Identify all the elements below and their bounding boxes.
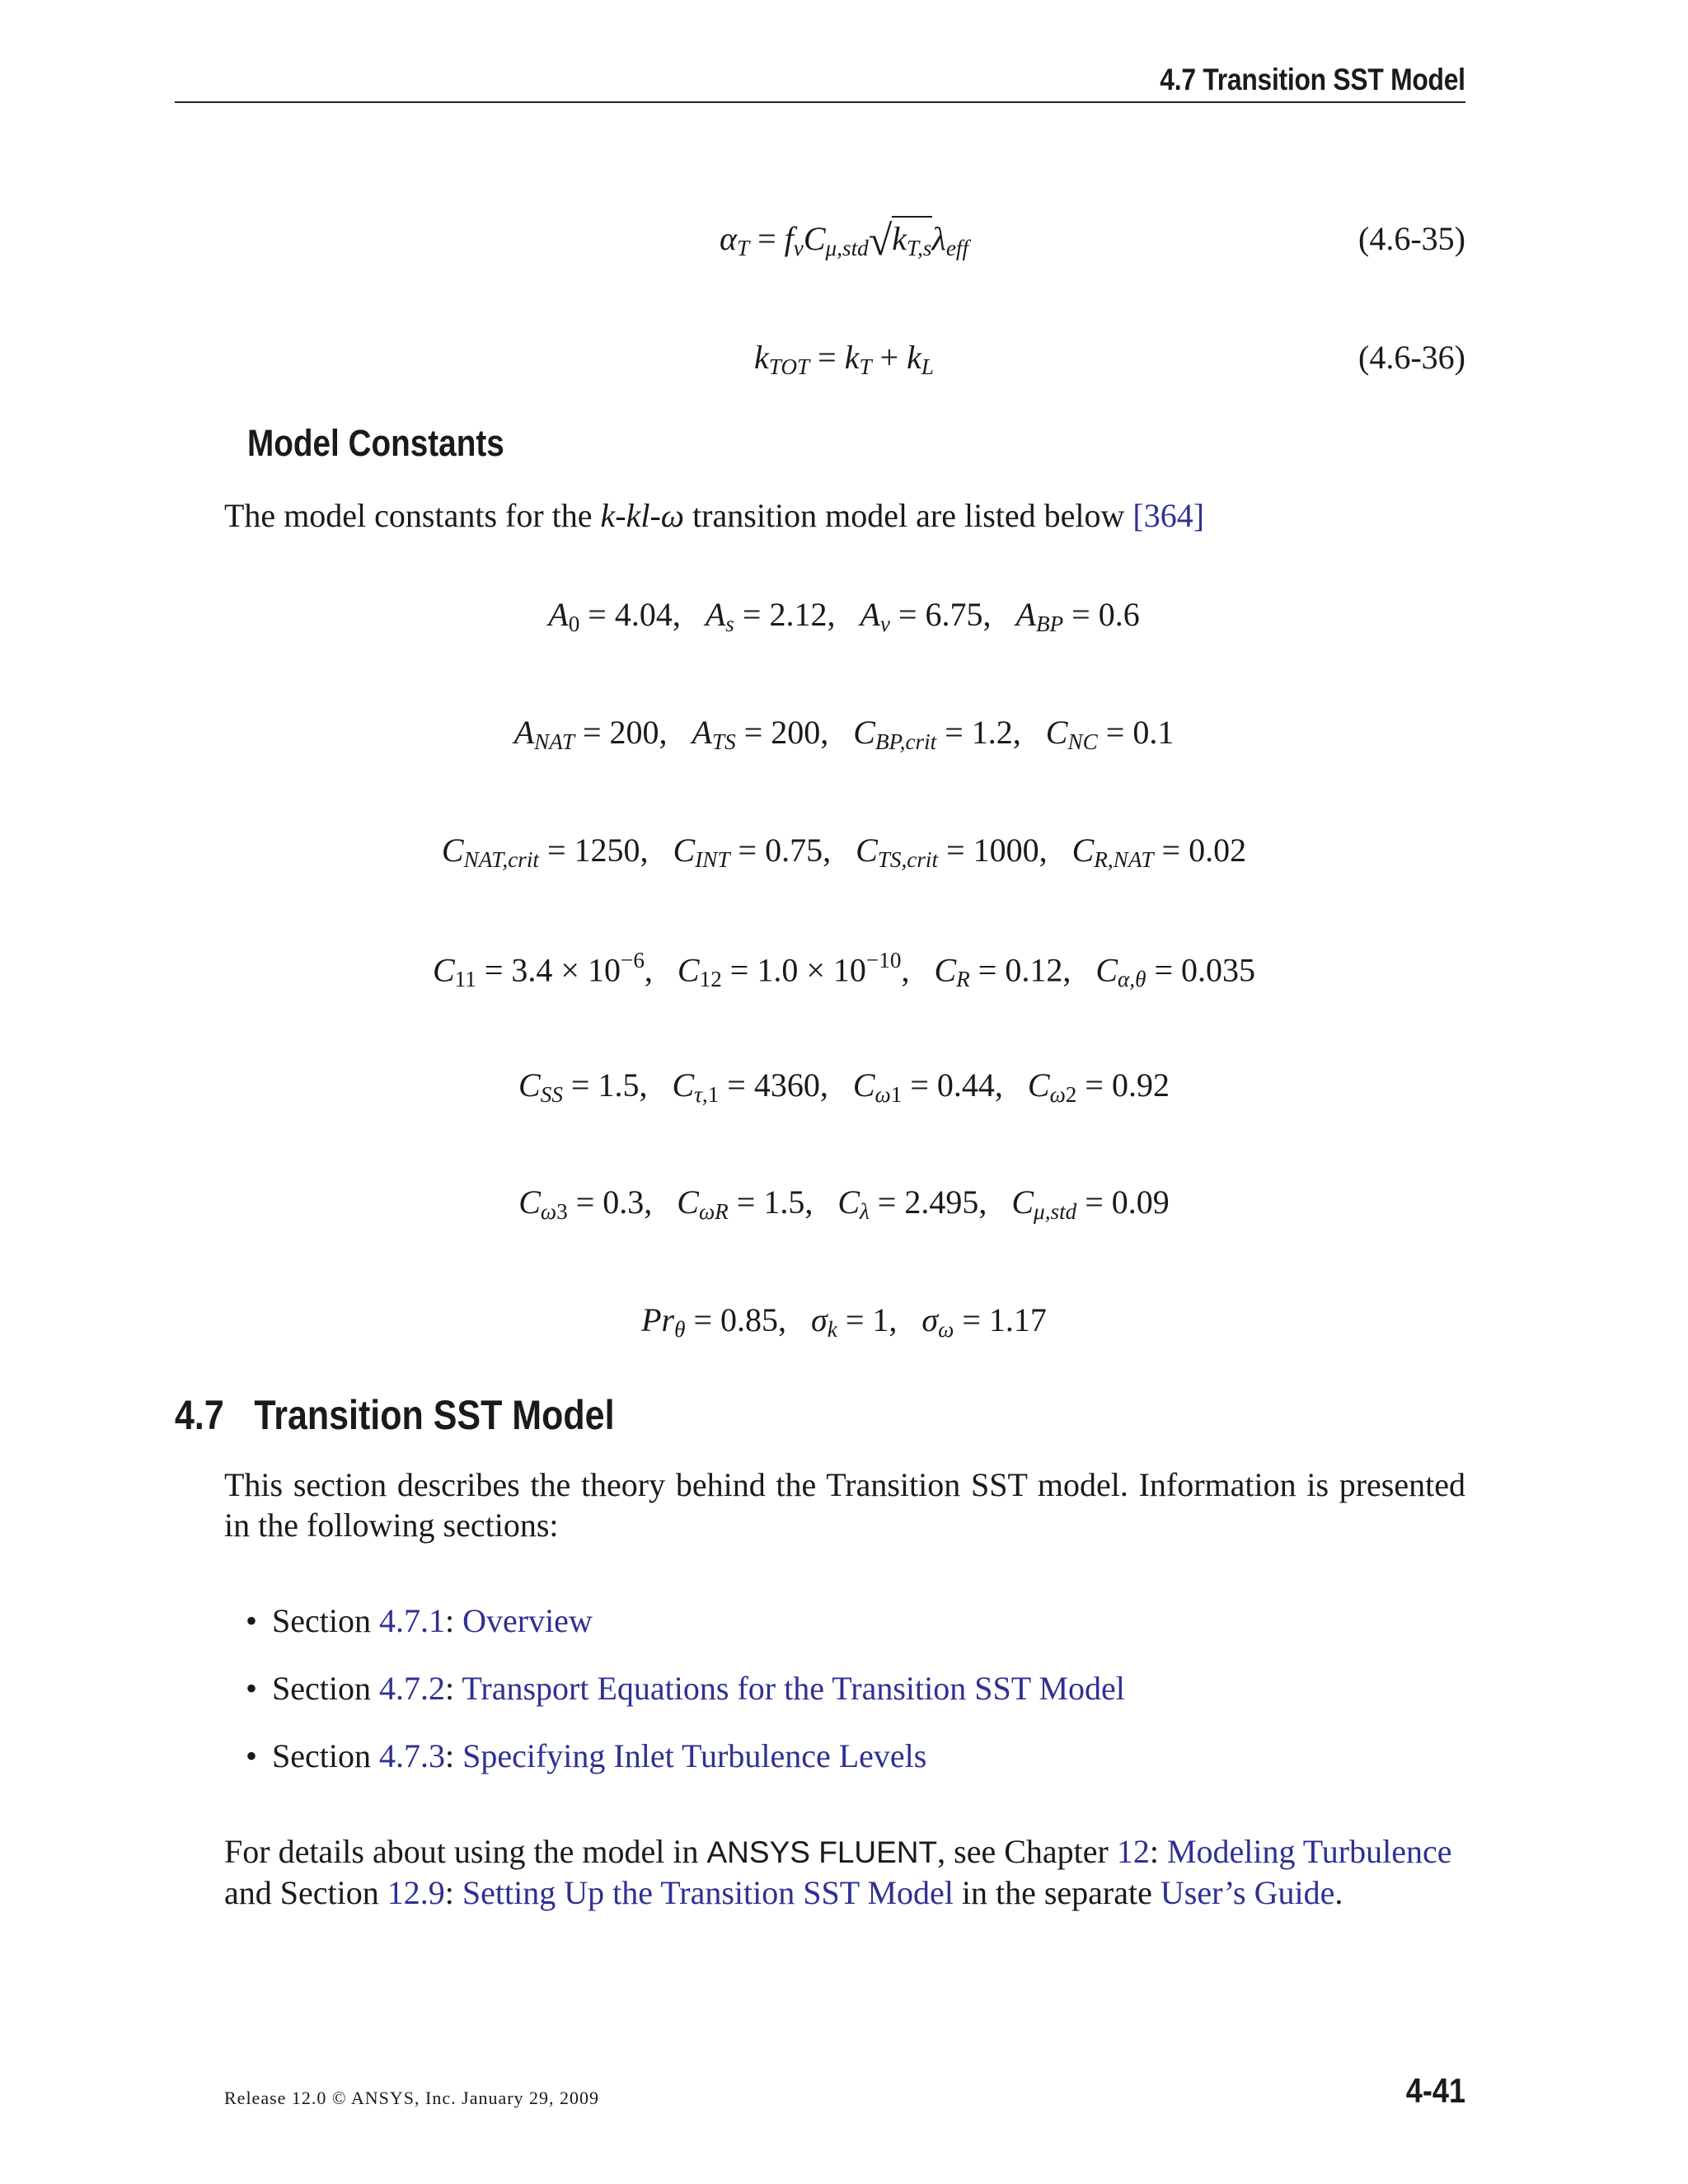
chapter-title-link[interactable]: Modeling Turbulence [1166,1833,1452,1870]
constants-line-2: $A_{NAT} = 200$, $A_{TS} = 200$, $C_{BP,crit} = 1.2$, $C_{NC} = 0.1$ [513,714,1175,754]
section-title-link[interactable]: Overview [462,1602,593,1639]
section-ref-link[interactable]: 4.7.1 [378,1602,445,1639]
section-title-link[interactable]: Transport Equations for the Transition SST Model [462,1670,1125,1707]
constants-line-4: $C_{11} = 3.4 \times 10^{-6}$, $C_{12} = 1.0 \times 10^{-10}$, $C_R = 0.12$, $C_{\alpha,\theta} = 0.035$ [432,948,1255,992]
constants-line-7: $Pr_\theta = 0.85$, $\sigma_k = 1$, $\sigma_\omega = 1.17$ [641,1301,1047,1342]
footer-release: Release 12.0 © ANSYS, Inc. January 29, 2009 [224,2088,600,2108]
list-item: • Section 4.7.1: Overview [246,1602,593,1639]
constants-line-5: $C_{SS} = 1.5$, $C_{\tau,1} = 4360$, $C_{\omega 1} = 0.44$, $C_{\omega 2} = 0.92$ [518,1066,1170,1107]
constants-line-6: $C_{\omega 3} = 0.3$, $C_{\omega R} = 1.5$, $C_\lambda = 2.495$, $C_{\mu,std} = 0.09$ [518,1183,1170,1224]
section-ref-link[interactable]: 12.9 [387,1874,445,1911]
constants-intro: The model constants for the k-kl-ω transition model are listed below [364] [224,497,1205,534]
section-intro: This section describes the theory behind the Transition SST model. Information is presented in the following sections: [224,1466,1465,1544]
section-title-link[interactable]: Setting Up the Transition SST Model [462,1874,954,1911]
section-title-link[interactable]: Specifying Inlet Turbulence Levels [462,1737,927,1774]
constants-line-3: $C_{NAT,crit} = 1250$, $C_{INT} = 0.75$, $C_{TS,crit} = 1000$, $C_{R,NAT} = 0.02$ [441,832,1247,872]
equation-4-6-35: $\alpha_T = f_\nu C_{\mu,std}√k_{T,s}\lambda_{eff}$ [719,218,969,265]
details-paragraph: For details about using the model in ANSYS FLUENT, see Chapter 12: Modeling Turbulence and Section 12.9: Setting Up the Transition SST Model in the separate User’s Guide. [224,1833,1452,1911]
page-number: 4-41 [1405,2071,1465,2110]
chapter-ref-link[interactable]: 12 [1116,1833,1150,1870]
subsection-heading: Model Constants [247,422,504,464]
equation-number: (4.6-36) [1358,339,1465,376]
section-ref-link[interactable]: 4.7.3 [378,1737,445,1774]
constants-line-1: $A_0 = 4.04$, $A_s = 2.12$, $A_\nu = 6.75$, $A_{BP} = 0.6$ [548,596,1140,636]
header-rule [175,101,1465,103]
list-item: • Section 4.7.2: Transport Equations for the Transition SST Model [246,1670,1125,1707]
users-guide-link[interactable]: User’s Guide [1160,1874,1335,1911]
equation-number: (4.6-35) [1358,220,1465,257]
citation-link[interactable]: [364] [1132,497,1205,534]
section-heading: 4.7 Transition SST Model [175,1392,615,1438]
section-ref-link[interactable]: 4.7.2 [378,1670,445,1707]
equation-4-6-36: $k_{TOT} = k_T + k_L$ [753,339,935,379]
running-head: 4.7 Transition SST Model [1160,63,1465,96]
product-name: ANSYS FLUENT [706,1835,938,1869]
list-item: • Section 4.7.3: Specifying Inlet Turbulence Levels [246,1737,927,1774]
